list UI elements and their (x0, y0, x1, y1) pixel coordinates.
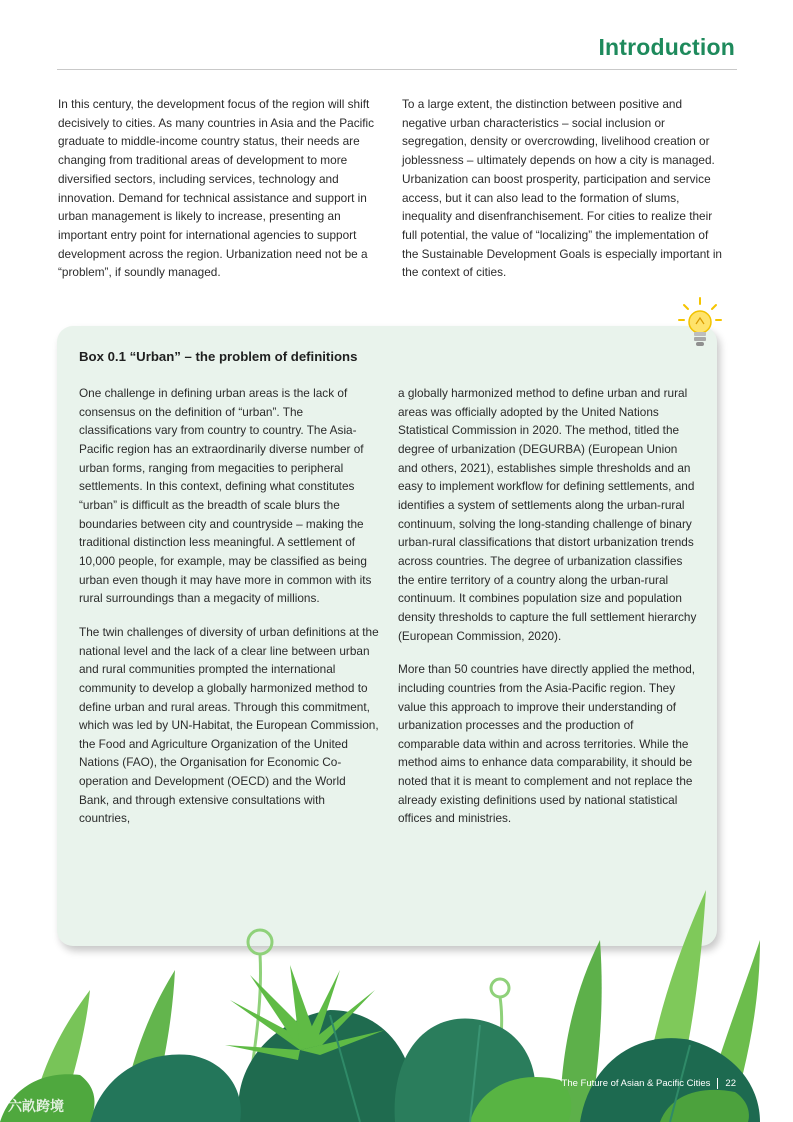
footer-divider (717, 1078, 718, 1089)
definition-box (57, 326, 717, 946)
box-column-left (79, 384, 379, 843)
header-divider (57, 69, 737, 70)
lightbulb-icon (676, 296, 724, 352)
intro-paragraph-right: To a large extent, the distinction between positive and negative urban characteristics – social inclusion or segregation, density or overcrowding, livelihood creation or joblessness – ultimately depends on how a city is managed. Urbanization can boost prosperity, participation and service access, but it can also lead to the formation of slums, inequality and disenfranchisement. For cities to realize their full potential, the value of “localizing” the implementation of the Sustainable Development Goals is especially important in the context of cities. (402, 97, 722, 280)
box-paragraph: One challenge in defining urban areas is the lack of consensus on the definition of “urban”. The classifications vary from country to country. The Asia-Pacific region has an extraordinarily diverse number of urban forms, ranging from megacities to peripheral settlements. In this context, defining what constitutes “urban” is difficult as the breadth of scale blurs the boundaries between city and countryside – making the traditional distinction less meaningful. A settlement of 10,000 people, for example, may be classified as being urban even though it may have more in common with its rural surroundings than a megacity of millions. (79, 386, 372, 606)
page-title: Introduction (598, 34, 735, 60)
box-column-right (398, 384, 698, 843)
watermark: 六畝跨境 (8, 1098, 64, 1114)
box-title: Box 0.1 “Urban” – the problem of definitions (79, 349, 358, 364)
intro-column-right (402, 95, 724, 282)
box-paragraph: a globally harmonized method to define urban and rural areas was officially adopted by the United Nations Statistical Commission in 2020. The method, titled the degree of urbanization (DEGURBA) (European Union and others, 2021), establishes simple thresholds and an easy to implement workflow for defining settlements, and identifies a system of settlements along the urban-rural continuum, solving the long-standing challenge of binary urban-rural classifications that distort urbanization trends across countries. The degree of urbanization classifies the entire territory of a country along the urban-rural continuum. It combines population size and population density thresholds to capture the full settlement hierarchy (European Commission, 2020). (398, 386, 697, 643)
footer-publication: The Future of Asian & Pacific Cities (561, 1078, 711, 1090)
footer (562, 1078, 736, 1089)
box-paragraph: More than 50 countries have directly applied the method, including countries from the Asia-Pacific region. They value this approach to improve their understanding of urbanization processes and the production of comparable data within and across territories. While the method aims to enhance data comparability, it should be noted that it is meant to complement and not replace the already existing definitions used by national statistical offices and ministries. (398, 662, 696, 826)
box-paragraph: The twin challenges of diversity of urban definitions at the national level and the lack of a clear line between urban and rural communities prompted the international community to develop a globally harmonized method to define urban and rural areas. Through this commitment, which was led by UN-Habitat, the European Commission, the Food and Agriculture Organization of the United Nations (FAO), the Organisation for Economic Co-operation and Development (OECD) and the World Bank, and through extensive consultations with countries, (79, 624, 379, 826)
intro-paragraph-left: In this century, the development focus of the region will shift decisively to cities. As many countries in Asia and the Pacific graduate to middle-income country status, their needs are changing from traditional areas of development to more diversified sectors, including services, technology and innovation. Demand for technical assistance and support in urban management is likely to increase, presenting an important entry point for international agencies to support development across the region. Urbanization need not be a “problem”, if soundly managed. (58, 97, 375, 280)
page-number: 22 (725, 1078, 736, 1090)
intro-column-left (58, 95, 380, 282)
